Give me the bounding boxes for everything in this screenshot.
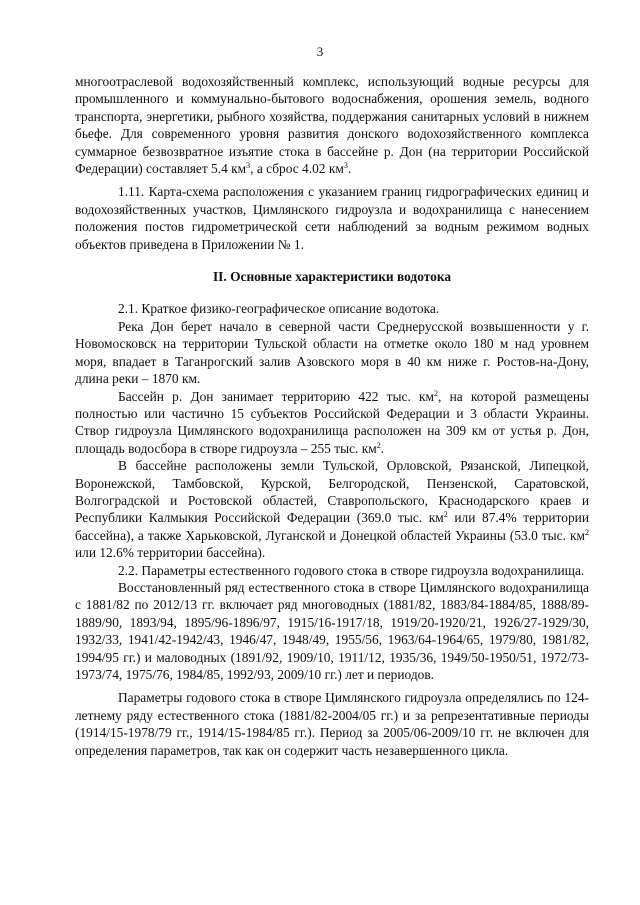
paragraph-basin-regions [75, 457, 589, 561]
paragraph-don-river: Река Дон берет начало в северной части Среднерусской возвышенности у г. Новомосковск на территории Тульской области на отметке около 180 м над уровнем моря, впадает в Таганрогский залив Азовского моря в 40 км ниже г. Ростов-на-Дону, длина реки – 1870 км. [75, 318, 589, 387]
paragraph-annual-runoff: Параметры годового стока в створе Цимлянского гидроузла определялись по 124-летнему ряду естественного стока (1881/82-2004/05 гг.) и за репрезентативные периоды (1914/15-1978/79 гг., 1914/15-1984/85 гг.). Период за 2005/06-2009/10 гг. не включен для определения параметров, так как он содержит часть незавершенного цикла. [75, 690, 589, 758]
paragraph-restored-series: Восстановленный ряд естественного стока в створе Цимлянского водохранилища с 1881/82 по 2012/13 гг. включает ряд многоводных (1881/82, 1883/84-1884/85, 1888/89-1889/90, 1893/94, 1895/96-1896/97, 1915/16-1917/18, 1919/20-1920/21, 1926/27-1929/30, 1932/33, 1941/42-1942/43, 1946/47, 1948/49, 1955/56, 1963/64-1964/65, 1979/80, 1981/82, 1994/95 гг.) и маловодных (1891/92, 1909/10, 1911/12, 1935/36, 1949/50-1950/51, 1972/73-1973/74, 1975/76, 1984/85, 1992/93, 2009/10 гг.) лет и периодов. [75, 579, 589, 682]
superscript: 3 [246, 161, 251, 171]
superscript: 2 [443, 510, 448, 520]
text-run: Бассейн р. Дон занимает территорию 422 тыс. км [118, 388, 435, 404]
section-heading: II. Основные характеристики водотока [212, 269, 452, 285]
text-run: или 12.6% территории бассейна). [75, 545, 266, 561]
text-run: или 87.4% территории бассейна), а также Харьковской, Луганской и Донецкой областей Украины (53.0 тыс. км [75, 510, 589, 543]
superscript: 2 [434, 388, 439, 398]
document-body [75, 73, 589, 759]
text-run: . [380, 440, 385, 456]
superscript: 2 [585, 527, 589, 537]
paragraph-water-complex [75, 73, 589, 177]
subsection-title-2-2: 2.2. Параметры естественного годового стока в створе гидроузла водохранилища. [118, 562, 585, 578]
superscript: 2 [376, 440, 381, 450]
text-run: многоотраслевой водохозяйственный комплекс, использующий водные ресурсы для промышленного и коммунально-бытового водоснабжения, орошения земель, водного транспорта, энергетики, рыбного хозяйства, поддержания санитарных условий в нижнем бьефе. Для современного уровня развития донского водохозяйственного комплекса суммарное безвозвратное изъятие стока в бассейне р. Дон (на территории Российской Федерации) составляет 5.4 км [75, 74, 589, 177]
text-run: . [347, 161, 352, 177]
paragraph-basin-area [75, 388, 589, 458]
superscript: 3 [343, 161, 348, 171]
text-run: , на которой размещены полностью или частично 15 субъектов Российской Федерации и 3 области Украины. Створ гидроузла Цимлянского водохранилища расположен на 309 км от устья р. Дон, площадь водосбора в створе гидроузла – 255 тыс. км [75, 388, 589, 456]
text-run: В бассейне расположены земли Тульской, Орловской, Рязанской, Липецкой, Воронежской, Тамбовской, Курской, Белгородской, Пензенской, Саратовской, Волгоградской и Ростовской областей, Ставропольского, Краснодарского краев и Республики Калмыкия Российской Федерации (369.0 тыс. км [75, 458, 589, 526]
subsection-title-2-1: 2.1. Краткое физико-географическое описание водотока. [118, 301, 440, 317]
text-run: , а сброс 4.02 км [250, 161, 344, 177]
page-number: 3 [316, 44, 324, 59]
paragraph-map-scheme: 1.11. Карта-схема расположения с указанием границ гидрографических единиц и водохозяйственных участков, Цимлянского гидроузла и водохранилища с нанесением положения постов гидрометрической сети наблюдений за водным режимом водных объектов приведена в Приложении № 1. [75, 184, 589, 252]
